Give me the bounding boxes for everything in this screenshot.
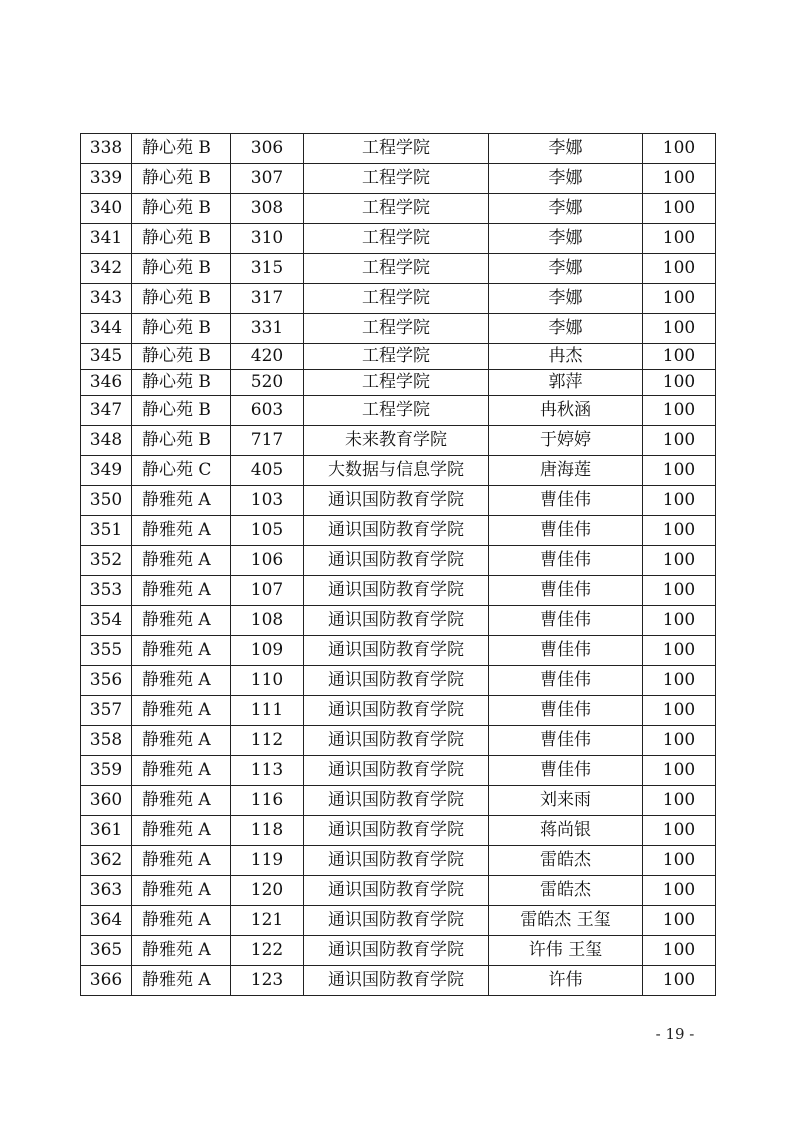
table-row [81, 396, 716, 426]
building-cell: 静心苑 B [132, 344, 231, 370]
table-row [81, 666, 716, 696]
table-body [81, 134, 716, 996]
building-cell: 静雅苑 A [132, 756, 231, 786]
score-cell: 100 [643, 546, 716, 576]
room-cell: 603 [231, 396, 304, 426]
department-cell: 通识国防教育学院 [304, 846, 489, 876]
table-row [81, 224, 716, 254]
building-cell: 静雅苑 A [132, 576, 231, 606]
table-row [81, 846, 716, 876]
row-number-cell: 339 [81, 164, 132, 194]
department-cell: 通识国防教育学院 [304, 936, 489, 966]
building-cell: 静雅苑 A [132, 486, 231, 516]
department-cell: 通识国防教育学院 [304, 906, 489, 936]
department-cell: 通识国防教育学院 [304, 876, 489, 906]
person-name-cell: 李娜 [489, 314, 643, 344]
row-number-cell: 344 [81, 314, 132, 344]
person-name-cell: 曹佳伟 [489, 486, 643, 516]
department-cell: 通识国防教育学院 [304, 636, 489, 666]
score-cell: 100 [643, 846, 716, 876]
score-cell: 100 [643, 370, 716, 396]
department-cell: 通识国防教育学院 [304, 576, 489, 606]
score-cell: 100 [643, 726, 716, 756]
table-row [81, 756, 716, 786]
department-cell: 通识国防教育学院 [304, 816, 489, 846]
room-cell: 103 [231, 486, 304, 516]
row-number-cell: 350 [81, 486, 132, 516]
person-name-cell: 曹佳伟 [489, 516, 643, 546]
row-number-cell: 347 [81, 396, 132, 426]
table-row [81, 636, 716, 666]
person-name-cell: 曹佳伟 [489, 636, 643, 666]
score-cell: 100 [643, 876, 716, 906]
table-row [81, 876, 716, 906]
table-row [81, 134, 716, 164]
person-name-cell: 冉杰 [489, 344, 643, 370]
building-cell: 静雅苑 A [132, 816, 231, 846]
row-number-cell: 352 [81, 546, 132, 576]
row-number-cell: 365 [81, 936, 132, 966]
person-name-cell: 刘来雨 [489, 786, 643, 816]
score-cell: 100 [643, 344, 716, 370]
row-number-cell: 338 [81, 134, 132, 164]
score-cell: 100 [643, 134, 716, 164]
person-name-cell: 许伟 王玺 [489, 936, 643, 966]
table-row [81, 786, 716, 816]
row-number-cell: 345 [81, 344, 132, 370]
table-row [81, 164, 716, 194]
department-cell: 通识国防教育学院 [304, 546, 489, 576]
room-cell: 109 [231, 636, 304, 666]
room-cell: 121 [231, 906, 304, 936]
room-cell: 105 [231, 516, 304, 546]
row-number-cell: 359 [81, 756, 132, 786]
room-cell: 106 [231, 546, 304, 576]
row-number-cell: 341 [81, 224, 132, 254]
building-cell: 静雅苑 A [132, 696, 231, 726]
score-cell: 100 [643, 314, 716, 344]
department-cell: 工程学院 [304, 314, 489, 344]
person-name-cell: 李娜 [489, 254, 643, 284]
room-cell: 310 [231, 224, 304, 254]
building-cell: 静心苑 B [132, 370, 231, 396]
building-cell: 静雅苑 A [132, 546, 231, 576]
room-cell: 107 [231, 576, 304, 606]
room-cell: 110 [231, 666, 304, 696]
table-row [81, 284, 716, 314]
row-number-cell: 348 [81, 426, 132, 456]
room-cell: 120 [231, 876, 304, 906]
building-cell: 静心苑 B [132, 164, 231, 194]
person-name-cell: 李娜 [489, 164, 643, 194]
department-cell: 工程学院 [304, 134, 489, 164]
row-number-cell: 353 [81, 576, 132, 606]
building-cell: 静雅苑 A [132, 786, 231, 816]
department-cell: 通识国防教育学院 [304, 696, 489, 726]
room-cell: 520 [231, 370, 304, 396]
building-cell: 静雅苑 A [132, 636, 231, 666]
row-number-cell: 357 [81, 696, 132, 726]
building-cell: 静雅苑 A [132, 966, 231, 996]
score-cell: 100 [643, 194, 716, 224]
department-cell: 工程学院 [304, 194, 489, 224]
person-name-cell: 李娜 [489, 194, 643, 224]
department-cell: 工程学院 [304, 396, 489, 426]
row-number-cell: 355 [81, 636, 132, 666]
score-cell: 100 [643, 696, 716, 726]
score-cell: 100 [643, 576, 716, 606]
building-cell: 静心苑 B [132, 254, 231, 284]
person-name-cell: 雷皓杰 [489, 876, 643, 906]
table-row [81, 486, 716, 516]
room-cell: 118 [231, 816, 304, 846]
room-cell: 111 [231, 696, 304, 726]
department-cell: 通识国防教育学院 [304, 666, 489, 696]
building-cell: 静心苑 B [132, 396, 231, 426]
score-cell: 100 [643, 756, 716, 786]
table-row [81, 696, 716, 726]
room-cell: 306 [231, 134, 304, 164]
score-cell: 100 [643, 164, 716, 194]
row-number-cell: 351 [81, 516, 132, 546]
table-row [81, 254, 716, 284]
score-cell: 100 [643, 284, 716, 314]
room-cell: 717 [231, 426, 304, 456]
row-number-cell: 358 [81, 726, 132, 756]
building-cell: 静心苑 B [132, 284, 231, 314]
person-name-cell: 曹佳伟 [489, 726, 643, 756]
person-name-cell: 曹佳伟 [489, 606, 643, 636]
row-number-cell: 349 [81, 456, 132, 486]
table-row [81, 344, 716, 370]
table-row [81, 370, 716, 396]
person-name-cell: 雷皓杰 王玺 [489, 906, 643, 936]
table-row [81, 816, 716, 846]
table-row [81, 546, 716, 576]
building-cell: 静雅苑 A [132, 876, 231, 906]
table-row [81, 606, 716, 636]
row-number-cell: 362 [81, 846, 132, 876]
department-cell: 通识国防教育学院 [304, 486, 489, 516]
score-cell: 100 [643, 254, 716, 284]
room-cell: 420 [231, 344, 304, 370]
row-number-cell: 360 [81, 786, 132, 816]
room-cell: 405 [231, 456, 304, 486]
building-cell: 静心苑 C [132, 456, 231, 486]
building-cell: 静雅苑 A [132, 846, 231, 876]
person-name-cell: 曹佳伟 [489, 756, 643, 786]
room-cell: 308 [231, 194, 304, 224]
person-name-cell: 蒋尚银 [489, 816, 643, 846]
department-cell: 通识国防教育学院 [304, 756, 489, 786]
room-cell: 317 [231, 284, 304, 314]
table-row [81, 906, 716, 936]
score-cell: 100 [643, 396, 716, 426]
room-cell: 116 [231, 786, 304, 816]
department-cell: 未来教育学院 [304, 426, 489, 456]
person-name-cell: 许伟 [489, 966, 643, 996]
room-cell: 123 [231, 966, 304, 996]
department-cell: 工程学院 [304, 164, 489, 194]
department-cell: 通识国防教育学院 [304, 606, 489, 636]
person-name-cell: 雷皓杰 [489, 846, 643, 876]
person-name-cell: 冉秋涵 [489, 396, 643, 426]
table-row [81, 456, 716, 486]
building-cell: 静心苑 B [132, 224, 231, 254]
score-cell: 100 [643, 936, 716, 966]
building-cell: 静雅苑 A [132, 936, 231, 966]
person-name-cell: 曹佳伟 [489, 576, 643, 606]
score-cell: 100 [643, 606, 716, 636]
score-cell: 100 [643, 224, 716, 254]
table-row [81, 516, 716, 546]
table-row [81, 966, 716, 996]
person-name-cell: 曹佳伟 [489, 546, 643, 576]
score-cell: 100 [643, 456, 716, 486]
department-cell: 工程学院 [304, 224, 489, 254]
department-cell: 通识国防教育学院 [304, 726, 489, 756]
row-number-cell: 361 [81, 816, 132, 846]
score-cell: 100 [643, 906, 716, 936]
room-cell: 119 [231, 846, 304, 876]
department-cell: 通识国防教育学院 [304, 786, 489, 816]
building-cell: 静心苑 B [132, 194, 231, 224]
score-cell: 100 [643, 816, 716, 846]
row-number-cell: 343 [81, 284, 132, 314]
person-name-cell: 李娜 [489, 284, 643, 314]
room-cell: 307 [231, 164, 304, 194]
department-cell: 大数据与信息学院 [304, 456, 489, 486]
dormitory-score-table [80, 133, 716, 996]
row-number-cell: 346 [81, 370, 132, 396]
person-name-cell: 曹佳伟 [489, 696, 643, 726]
person-name-cell: 唐海莲 [489, 456, 643, 486]
room-cell: 112 [231, 726, 304, 756]
row-number-cell: 363 [81, 876, 132, 906]
score-cell: 100 [643, 516, 716, 546]
room-cell: 315 [231, 254, 304, 284]
building-cell: 静雅苑 A [132, 606, 231, 636]
person-name-cell: 郭萍 [489, 370, 643, 396]
page-number: - 19 - [655, 1025, 695, 1043]
room-cell: 113 [231, 756, 304, 786]
building-cell: 静心苑 B [132, 314, 231, 344]
person-name-cell: 曹佳伟 [489, 666, 643, 696]
department-cell: 工程学院 [304, 254, 489, 284]
score-cell: 100 [643, 636, 716, 666]
department-cell: 工程学院 [304, 370, 489, 396]
building-cell: 静雅苑 A [132, 516, 231, 546]
building-cell: 静雅苑 A [132, 666, 231, 696]
score-cell: 100 [643, 966, 716, 996]
building-cell: 静心苑 B [132, 426, 231, 456]
table-row [81, 194, 716, 224]
score-cell: 100 [643, 786, 716, 816]
room-cell: 108 [231, 606, 304, 636]
person-name-cell: 于婷婷 [489, 426, 643, 456]
table-row [81, 576, 716, 606]
table-row [81, 426, 716, 456]
score-cell: 100 [643, 666, 716, 696]
department-cell: 工程学院 [304, 344, 489, 370]
building-cell: 静雅苑 A [132, 726, 231, 756]
table-row [81, 726, 716, 756]
score-cell: 100 [643, 486, 716, 516]
row-number-cell: 354 [81, 606, 132, 636]
row-number-cell: 366 [81, 966, 132, 996]
table-row [81, 936, 716, 966]
room-cell: 122 [231, 936, 304, 966]
score-cell: 100 [643, 426, 716, 456]
row-number-cell: 356 [81, 666, 132, 696]
room-cell: 331 [231, 314, 304, 344]
person-name-cell: 李娜 [489, 134, 643, 164]
department-cell: 通识国防教育学院 [304, 966, 489, 996]
department-cell: 工程学院 [304, 284, 489, 314]
building-cell: 静心苑 B [132, 134, 231, 164]
table-row [81, 314, 716, 344]
building-cell: 静雅苑 A [132, 906, 231, 936]
row-number-cell: 342 [81, 254, 132, 284]
row-number-cell: 340 [81, 194, 132, 224]
row-number-cell: 364 [81, 906, 132, 936]
department-cell: 通识国防教育学院 [304, 516, 489, 546]
person-name-cell: 李娜 [489, 224, 643, 254]
